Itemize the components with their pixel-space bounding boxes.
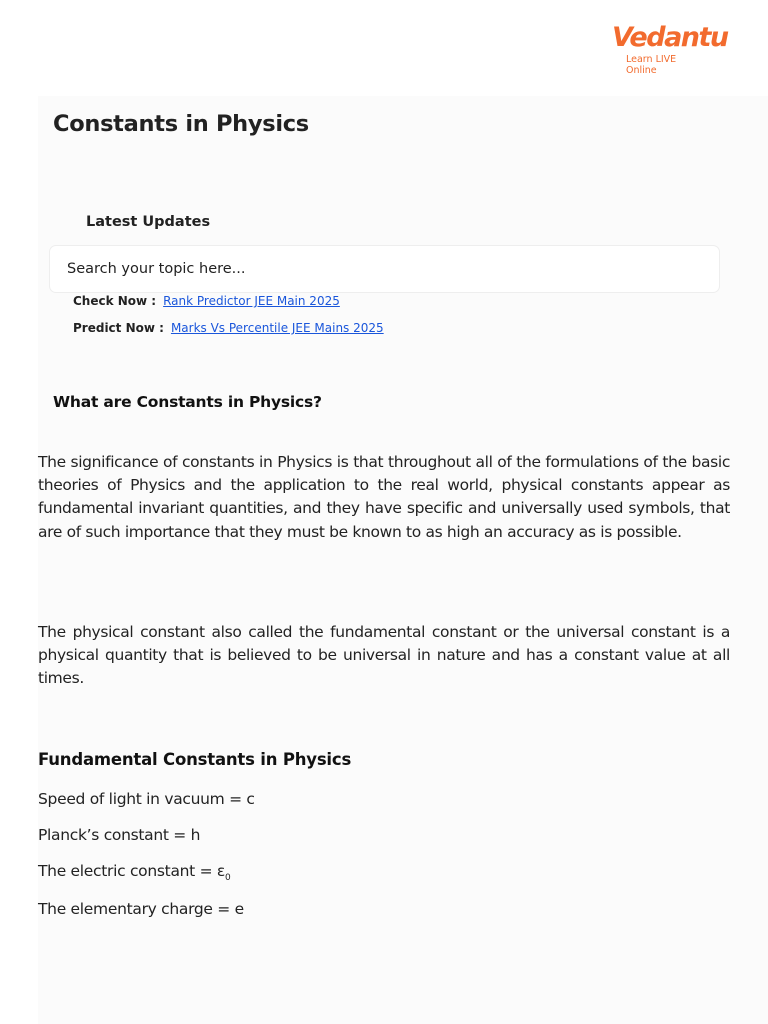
marks-vs-percentile-link[interactable]: Marks Vs Percentile JEE Mains 2025 xyxy=(170,321,384,335)
constant-text: The electric constant = ε xyxy=(38,862,225,880)
paragraph-significance: The significance of constants in Physics is that throughout all of the formulations of the basic theories of Physics and the application to the real world, physical constants appear as fundamental invariant quantities, and they have specific and universally used symbols, that are of such importance that they must be known to as high an accuracy as is possible. xyxy=(38,453,730,541)
logo-wordmark: Vedantu xyxy=(612,22,728,53)
content-panel xyxy=(38,96,768,1024)
constant-item xyxy=(38,790,255,808)
rank-predictor-link[interactable]: Rank Predictor JEE Main 2025 xyxy=(163,294,340,308)
fundamental-constants-heading: Fundamental Constants in Physics xyxy=(38,750,352,769)
update-label-predict: Predict Now : xyxy=(73,321,164,335)
constant-text: Planck’s constant = h xyxy=(38,826,201,844)
update-row-check xyxy=(73,294,340,308)
search-box[interactable] xyxy=(49,245,720,293)
update-label-check: Check Now : xyxy=(73,294,157,308)
constant-text: The elementary charge = e xyxy=(38,900,244,918)
constant-text: Speed of light in vacuum = c xyxy=(38,790,255,808)
constant-item xyxy=(38,862,230,883)
section-heading: What are Constants in Physics? xyxy=(53,393,322,411)
constant-subscript: 0 xyxy=(224,873,231,883)
constant-item xyxy=(38,826,200,844)
vedantu-logo[interactable] xyxy=(612,22,728,76)
paragraph-definition: The physical constant also called the fundamental constant or the universal constant is a physical quantity that is believed to be universal in nature and has a constant value at all times. xyxy=(38,623,730,688)
latest-updates-heading: Latest Updates xyxy=(86,214,211,230)
logo-tagline: Learn LIVE Online xyxy=(626,54,677,76)
search-input[interactable] xyxy=(65,260,689,278)
page-title: Constants in Physics xyxy=(53,111,309,137)
update-row-predict xyxy=(73,321,384,335)
constant-item xyxy=(38,900,244,918)
